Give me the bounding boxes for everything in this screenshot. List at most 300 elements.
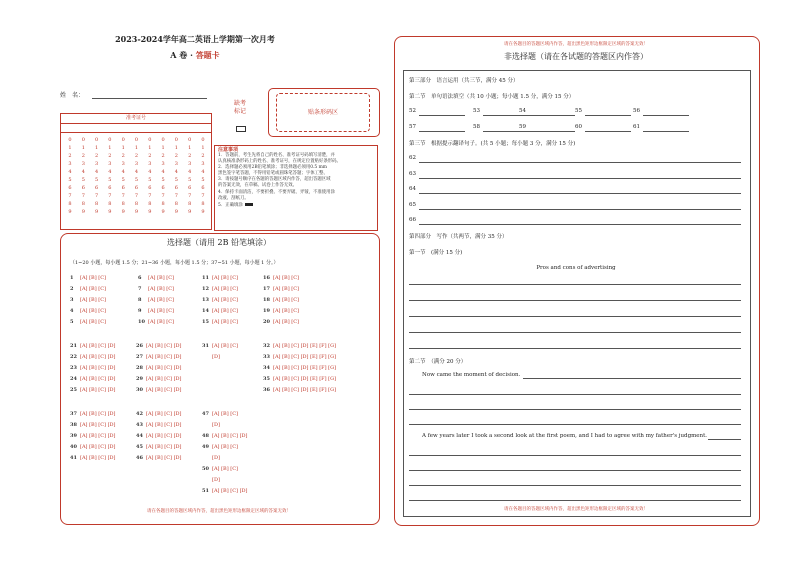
translation-line[interactable] — [419, 209, 741, 210]
ticket-digit[interactable]: 4 — [68, 169, 72, 175]
mc-question[interactable] — [70, 318, 106, 326]
ticket-digit[interactable]: 1 — [161, 145, 165, 151]
ticket-digit[interactable]: 8 — [148, 201, 152, 207]
ticket-digit[interactable]: 6 — [161, 185, 165, 191]
filled-mark-example — [245, 203, 253, 206]
ticket-digit[interactable]: 4 — [134, 169, 139, 175]
mc-question[interactable] — [70, 353, 116, 361]
mc-options[interactable]: [A] [B] [C] [D] — [146, 387, 182, 393]
mc-question-number: 26 — [136, 343, 143, 349]
mc-question[interactable] — [70, 432, 116, 440]
mc-question-number: 11 — [202, 275, 209, 281]
ticket-digit[interactable]: 2 — [134, 153, 139, 159]
mc-question[interactable] — [263, 296, 299, 304]
mc-question[interactable] — [138, 285, 174, 293]
ticket-digit[interactable]: 5 — [81, 177, 85, 183]
writing-line[interactable] — [409, 470, 741, 471]
ticket-digit[interactable]: 5 — [174, 177, 178, 183]
ticket-digit[interactable]: 9 — [68, 209, 72, 215]
mc-question[interactable] — [136, 375, 182, 383]
ticket-digit-column[interactable] — [184, 136, 196, 216]
mc-question[interactable] — [70, 454, 116, 462]
mc-options[interactable]: [A] [B] [C] [D] [E] [F] [G] — [273, 387, 337, 393]
mc-options[interactable]: [A] [B] [C] — [212, 411, 238, 417]
ticket-digit[interactable]: 7 — [121, 193, 125, 199]
mc-options[interactable]: [A] [B] [C] [D] [E] [F] [G] — [273, 354, 337, 360]
mc-options[interactable]: [A] [B] [C] — [148, 297, 174, 303]
mc-question[interactable] — [70, 386, 116, 394]
ticket-digit[interactable]: 2 — [161, 153, 165, 159]
ticket-digit-column[interactable] — [117, 136, 129, 216]
mc-question[interactable] — [70, 443, 116, 451]
mc-options[interactable]: [A] [B] [C] [D] — [146, 444, 182, 450]
mc-options[interactable]: [A] [B] [C] [D] — [80, 411, 116, 417]
ticket-digit[interactable]: 1 — [148, 145, 152, 151]
mc-options[interactable]: [A] [B] [C] — [80, 308, 106, 314]
ticket-digit[interactable]: 2 — [201, 153, 205, 159]
ticket-digit-column[interactable] — [197, 136, 209, 216]
mc-question[interactable] — [202, 487, 248, 495]
blank-number: 54 — [519, 108, 526, 114]
ticket-digit[interactable]: 3 — [174, 161, 178, 167]
mc-options[interactable]: [A] [B] [C] [D] [E] [F] [G] — [273, 365, 337, 371]
ticket-digit[interactable]: 8 — [95, 201, 99, 207]
ticket-digit[interactable]: 5 — [68, 177, 72, 183]
mc-question[interactable] — [136, 432, 182, 440]
writing-line[interactable] — [409, 284, 741, 285]
mc-options[interactable]: [A] [B] [C] [D] — [146, 343, 182, 349]
ticket-digit[interactable]: 0 — [81, 137, 85, 143]
mc-options[interactable]: [A] [B] [C] [D] — [80, 354, 116, 360]
ticket-digit[interactable]: 6 — [134, 185, 139, 191]
writing-line[interactable] — [409, 300, 741, 301]
mc-question[interactable] — [70, 296, 106, 304]
mc-question[interactable] — [70, 285, 106, 293]
mc-question[interactable] — [138, 274, 174, 282]
mc-question[interactable] — [136, 342, 182, 350]
ticket-digit[interactable]: 5 — [161, 177, 165, 183]
mc-options[interactable]: [D] — [212, 422, 220, 428]
mc-options[interactable]: [A] [B] [C] [D] — [80, 422, 116, 428]
writing-line[interactable] — [409, 485, 741, 486]
mc-options[interactable]: [D] — [212, 455, 220, 461]
mc-question[interactable] — [70, 364, 116, 372]
blank-number: 52 — [409, 108, 416, 114]
page-title: 2023-2024学年高二英语上学期第一次月考 — [115, 34, 275, 44]
ticket-digit[interactable]: 4 — [95, 169, 99, 175]
mc-question[interactable] — [136, 421, 182, 429]
ticket-digit[interactable]: 3 — [121, 161, 125, 167]
ticket-digit[interactable]: 8 — [121, 201, 125, 207]
ticket-digit[interactable]: 9 — [161, 209, 165, 215]
ticket-digit[interactable]: 5 — [121, 177, 125, 183]
translation-number: 64 — [409, 186, 416, 192]
ticket-digit[interactable]: 4 — [121, 169, 125, 175]
ticket-digit[interactable]: 6 — [68, 185, 72, 191]
mc-options[interactable]: [A] [B] [C] [D] — [80, 343, 116, 349]
ticket-digit[interactable]: 1 — [134, 145, 139, 151]
ticket-digit[interactable]: 7 — [108, 193, 112, 199]
ticket-digit[interactable]: 7 — [68, 193, 72, 199]
mc-question[interactable] — [136, 443, 182, 451]
mc-question[interactable] — [138, 318, 174, 326]
mc-options[interactable]: [A] [B] [C] — [273, 319, 299, 325]
mc-question[interactable] — [202, 274, 238, 282]
ticket-digit[interactable]: 8 — [161, 201, 165, 207]
ticket-digit[interactable]: 9 — [148, 209, 152, 215]
mc-options[interactable]: [A] [B] [C] [D] — [146, 433, 182, 439]
mc-options[interactable]: [A] [B] [C] — [273, 275, 299, 281]
mc-question-number: 27 — [136, 354, 143, 360]
blank-number: 55 — [575, 108, 582, 114]
ticket-digit[interactable]: 0 — [121, 137, 125, 143]
ticket-digit[interactable]: 9 — [95, 209, 99, 215]
mc-question[interactable] — [202, 296, 238, 304]
ticket-digit[interactable]: 1 — [201, 145, 205, 151]
sec3-heading: 第三节 根据提示翻译句子。(共 5 小题；每小题 3 分，满分 15 分) — [409, 141, 576, 147]
ticket-digit[interactable]: 6 — [81, 185, 85, 191]
mc-question[interactable] — [202, 454, 220, 462]
ticket-digit[interactable]: 2 — [121, 153, 125, 159]
ticket-digit[interactable]: 8 — [134, 201, 139, 207]
ticket-digit[interactable]: 2 — [95, 153, 99, 159]
mc-question[interactable] — [70, 375, 116, 383]
mc-options[interactable]: [A] [B] [C] [D] — [80, 376, 116, 382]
page-subtitle — [0, 50, 390, 61]
ticket-digit[interactable]: 7 — [81, 193, 85, 199]
mc-question[interactable] — [70, 421, 116, 429]
ticket-digit[interactable]: 7 — [95, 193, 99, 199]
mc-options[interactable]: [A] [B] [C] [D] — [146, 411, 182, 417]
writing-line[interactable] — [409, 332, 741, 333]
mc-options[interactable]: [A] [B] [C] — [148, 286, 174, 292]
ticket-digit[interactable]: 4 — [81, 169, 85, 175]
mc-question[interactable] — [138, 307, 174, 315]
mc-options[interactable]: [A] [B] [C] — [148, 275, 174, 281]
mc-question-number: 34 — [263, 365, 270, 371]
mc-question[interactable] — [202, 307, 238, 315]
ticket-digit-column[interactable] — [64, 136, 76, 216]
writing-line[interactable] — [409, 394, 741, 395]
mc-question-number: 51 — [202, 488, 209, 494]
mc-question[interactable] — [70, 307, 106, 315]
mc-options[interactable]: [A] [B] [C] [D] — [212, 488, 248, 494]
mc-options[interactable]: [A] [B] [C] — [212, 297, 238, 303]
translation-line[interactable] — [419, 224, 741, 225]
mc-options[interactable]: [A] [B] [C] [D] — [146, 354, 182, 360]
ticket-digit-column[interactable] — [144, 136, 156, 216]
writing-line[interactable] — [409, 409, 741, 410]
writing2-heading: 第二节 （满分 20 分） — [409, 359, 467, 365]
mc-options[interactable]: [A] [B] [C] [D] — [80, 365, 116, 371]
mc-question-number: 30 — [136, 387, 143, 393]
mc-question[interactable] — [202, 410, 238, 418]
ticket-digit[interactable]: 3 — [201, 161, 205, 167]
ticket-digit[interactable]: 5 — [95, 177, 99, 183]
mc-options[interactable]: [A] [B] [C] [D] — [146, 455, 182, 461]
ticket-digit[interactable]: 7 — [148, 193, 152, 199]
blank-line[interactable] — [529, 115, 575, 116]
mc-question[interactable] — [136, 410, 182, 418]
mc-question[interactable] — [202, 476, 220, 484]
ticket-digit[interactable]: 6 — [201, 185, 205, 191]
mc-question-number: 47 — [202, 411, 209, 417]
ticket-digit-column[interactable] — [131, 136, 143, 216]
mc-question[interactable] — [70, 410, 116, 418]
mc-options[interactable]: [A] [B] [C] — [212, 444, 238, 450]
ticket-digit[interactable]: 2 — [188, 153, 192, 159]
mc-question[interactable] — [202, 443, 238, 451]
ticket-digit[interactable]: 0 — [68, 137, 72, 143]
mc-options[interactable]: [A] [B] [C] [D] [E] [F] [G] — [273, 343, 337, 349]
mc-question[interactable] — [70, 274, 106, 282]
ticket-digit[interactable]: 7 — [134, 193, 139, 199]
ticket-digit[interactable]: 2 — [81, 153, 85, 159]
notice-line-text: 认真核准条形码上的姓名、准考证号，在规定位置贴好条形码。 — [218, 159, 341, 165]
ticket-digit[interactable]: 0 — [161, 137, 165, 143]
ticket-digit[interactable]: 5 — [188, 177, 192, 183]
mc-title: 选择题（请用 2B 铅笔填涂） — [166, 238, 272, 247]
part4-heading: 第四部分 写作（共两节，满分 35 分） — [409, 234, 508, 240]
blank-line[interactable] — [643, 115, 689, 116]
ticket-digit[interactable]: 4 — [201, 169, 205, 175]
ticket-digit[interactable]: 0 — [148, 137, 152, 143]
ticket-digit[interactable]: 4 — [174, 169, 178, 175]
mc-options[interactable]: [A] [B] [C] — [212, 343, 238, 349]
notice-line-text: 黑色签字笔答题，不得用铅笔或圆珠笔答题；字体工整、 — [218, 171, 328, 177]
ticket-digit[interactable]: 3 — [161, 161, 165, 167]
ticket-digit[interactable]: 4 — [161, 169, 165, 175]
mc-question[interactable] — [202, 318, 238, 326]
translation-line[interactable] — [419, 193, 741, 194]
writing2-line-mid[interactable] — [708, 439, 741, 440]
mc-question[interactable] — [202, 421, 220, 429]
ticket-digit[interactable]: 7 — [161, 193, 165, 199]
mc-question[interactable] — [202, 465, 238, 473]
ticket-digit[interactable]: 9 — [201, 209, 205, 215]
mc-options[interactable]: [A] [B] [C] [D] — [80, 433, 116, 439]
ticket-digit[interactable]: 2 — [148, 153, 152, 159]
mc-question[interactable] — [263, 353, 336, 361]
ticket-digit[interactable]: 6 — [121, 185, 125, 191]
mc-options[interactable]: [A] [B] [C] — [80, 319, 106, 325]
ticket-digit[interactable]: 1 — [121, 145, 125, 151]
ticket-digit[interactable]: 5 — [108, 177, 112, 183]
mc-question[interactable] — [263, 274, 299, 282]
blank-line[interactable] — [483, 131, 529, 132]
blank-number: 59 — [519, 124, 526, 130]
mc-options[interactable]: [A] [B] [C] — [148, 319, 174, 325]
mc-options[interactable]: [A] [B] [C] — [80, 297, 106, 303]
ticket-digit[interactable]: 2 — [174, 153, 178, 159]
mc-question[interactable] — [202, 353, 220, 361]
mc-question[interactable] — [202, 342, 238, 350]
ticket-digit[interactable]: 9 — [121, 209, 125, 215]
ticket-digit-column[interactable] — [77, 136, 89, 216]
subtitle-a: A 卷 — [170, 50, 188, 60]
mc-options[interactable]: [A] [B] [C] — [80, 286, 106, 292]
ticket-digit[interactable]: 4 — [108, 169, 112, 175]
ticket-digit[interactable]: 9 — [81, 209, 85, 215]
translation-line[interactable] — [419, 162, 741, 163]
writing-line[interactable] — [409, 455, 741, 456]
blank-line[interactable] — [529, 131, 575, 132]
ticket-digit[interactable]: 0 — [188, 137, 192, 143]
mc-question-number: 49 — [202, 444, 209, 450]
ticket-digit-column[interactable] — [91, 136, 103, 216]
ticket-digit[interactable]: 1 — [108, 145, 112, 151]
writing-line[interactable] — [409, 316, 741, 317]
mc-question[interactable] — [263, 364, 336, 372]
blank-line[interactable] — [483, 115, 529, 116]
writing2-mid: A few years later I took a second look at the first poem, and I had to agree with my father's judgment. — [422, 433, 708, 439]
ticket-digit[interactable]: 8 — [108, 201, 112, 207]
ticket-digit[interactable]: 3 — [188, 161, 192, 167]
ticket-digit[interactable]: 7 — [201, 193, 205, 199]
ticket-write-row[interactable] — [61, 123, 211, 133]
blank-number: 56 — [633, 108, 640, 114]
mc-question[interactable] — [136, 386, 182, 394]
ticket-digit[interactable]: 6 — [188, 185, 192, 191]
mc-question[interactable] — [202, 432, 248, 440]
ticket-digit[interactable]: 6 — [148, 185, 152, 191]
notice-line-text: 5．正确填涂 — [218, 202, 243, 208]
ticket-digit[interactable]: 2 — [68, 153, 72, 159]
mc-question[interactable] — [263, 307, 299, 315]
mc-options[interactable]: [A] [B] [C] [D] — [146, 422, 182, 428]
ticket-digit[interactable]: 0 — [174, 137, 178, 143]
mc-options[interactable]: [A] [B] [C] — [212, 308, 238, 314]
mc-question[interactable] — [263, 386, 336, 394]
ticket-digit[interactable]: 3 — [68, 161, 72, 167]
mc-question[interactable] — [263, 375, 336, 383]
mc-question[interactable] — [136, 454, 182, 462]
ticket-digit[interactable]: 3 — [148, 161, 152, 167]
ticket-digit[interactable]: 5 — [134, 177, 139, 183]
writing-line[interactable] — [409, 500, 741, 501]
absent-checkbox[interactable] — [236, 126, 246, 132]
mc-question[interactable] — [136, 353, 182, 361]
writing-line[interactable] — [409, 348, 741, 349]
ticket-digit-column[interactable] — [157, 136, 169, 216]
ticket-digit[interactable]: 0 — [108, 137, 112, 143]
mc-options[interactable]: [A] [B] [C] [D] — [146, 376, 182, 382]
mc-options[interactable]: [A] [B] [C] [D] [E] [F] [G] — [273, 376, 337, 382]
ticket-digit[interactable]: 3 — [95, 161, 99, 167]
mc-question-number: 3 — [70, 297, 74, 303]
mc-options[interactable]: [D] — [212, 354, 220, 360]
mc-question-number: 18 — [263, 297, 270, 303]
blank-line[interactable] — [419, 131, 465, 132]
mc-question-number: 42 — [136, 411, 143, 417]
ticket-digit[interactable]: 0 — [134, 137, 139, 143]
mc-question[interactable] — [70, 342, 116, 350]
ticket-digit[interactable]: 8 — [81, 201, 85, 207]
ticket-digit[interactable]: 3 — [81, 161, 85, 167]
mc-question-number: 19 — [263, 308, 270, 314]
ticket-digit[interactable]: 1 — [95, 145, 99, 151]
part3-heading: 第三部分 语言运用（共三节，满分 45 分） — [409, 78, 519, 84]
mc-options[interactable]: [A] [B] [C] — [212, 466, 238, 472]
ticket-digit[interactable]: 7 — [188, 193, 192, 199]
ticket-digit[interactable]: 8 — [174, 201, 178, 207]
ticket-digit[interactable]: 4 — [188, 169, 192, 175]
ticket-digit[interactable]: 8 — [188, 201, 192, 207]
mc-options[interactable]: [A] [B] [C] [D] — [146, 365, 182, 371]
writing-line[interactable] — [409, 424, 741, 425]
ticket-digit[interactable]: 0 — [95, 137, 99, 143]
ticket-digit[interactable]: 8 — [201, 201, 205, 207]
ticket-digit-column[interactable] — [170, 136, 182, 216]
ticket-digit[interactable]: 6 — [108, 185, 112, 191]
ticket-digit[interactable]: 2 — [108, 153, 112, 159]
mc-options[interactable]: [A] [B] [C] — [148, 308, 174, 314]
mc-question[interactable] — [136, 364, 182, 372]
blank-line[interactable] — [585, 131, 631, 132]
ticket-digit[interactable]: 3 — [134, 161, 139, 167]
mc-question[interactable] — [263, 342, 336, 350]
mc-question-number: 48 — [202, 433, 209, 439]
mc-options[interactable]: [A] [B] [C] — [212, 275, 238, 281]
mc-options[interactable]: [A] [B] [C] — [212, 319, 238, 325]
mc-question[interactable] — [263, 318, 299, 326]
ticket-digit[interactable]: 4 — [148, 169, 152, 175]
mc-options[interactable]: [A] [B] [C] — [212, 286, 238, 292]
mc-options[interactable]: [A] [B] [C] [D] — [80, 444, 116, 450]
ticket-digit[interactable]: 5 — [148, 177, 152, 183]
ticket-digit[interactable]: 0 — [201, 137, 205, 143]
notice-line-text: 4．保持卡面清洁，不要折叠、不要弄破、弄皱，不准使用涂 — [218, 189, 335, 195]
mc-options[interactable]: [A] [B] [C] [D] — [80, 387, 116, 393]
blank-line[interactable] — [419, 115, 465, 116]
ticket-digit[interactable]: 9 — [134, 209, 139, 215]
ticket-digit[interactable]: 6 — [95, 185, 99, 191]
blank-number: 61 — [633, 124, 640, 130]
mc-question-number: 2 — [70, 286, 74, 292]
translation-line[interactable] — [419, 178, 741, 179]
mc-options[interactable]: [A] [B] [C] — [273, 286, 299, 292]
mc-options[interactable]: [A] [B] [C] — [273, 308, 299, 314]
name-field[interactable] — [92, 98, 207, 99]
ticket-digit[interactable]: 1 — [81, 145, 85, 151]
mc-question-number: 38 — [70, 422, 77, 428]
mc-question[interactable] — [138, 296, 174, 304]
mc-options[interactable]: [A] [B] [C] — [273, 297, 299, 303]
ticket-digit[interactable]: 5 — [201, 177, 205, 183]
ticket-digit[interactable]: 9 — [108, 209, 112, 215]
mc-options[interactable]: [A] [B] [C] — [80, 275, 106, 281]
mc-question[interactable] — [263, 285, 299, 293]
writing2-line-first[interactable] — [523, 378, 741, 379]
mc-question-number: 6 — [138, 275, 142, 281]
ticket-digit[interactable]: 6 — [174, 185, 178, 191]
ticket-digit[interactable]: 1 — [174, 145, 178, 151]
blank-line[interactable] — [585, 115, 631, 116]
ticket-digit[interactable]: 3 — [108, 161, 112, 167]
mc-options[interactable]: [A] [B] [C] [D] — [212, 433, 248, 439]
ticket-digit[interactable]: 1 — [68, 145, 72, 151]
ticket-digit[interactable]: 8 — [68, 201, 72, 207]
mc-options[interactable]: [A] [B] [C] [D] — [80, 455, 116, 461]
ticket-digit[interactable]: 9 — [174, 209, 178, 215]
ticket-digit[interactable]: 1 — [188, 145, 192, 151]
mc-question[interactable] — [202, 285, 238, 293]
mc-options[interactable]: [D] — [212, 477, 220, 483]
ticket-digit-column[interactable] — [104, 136, 116, 216]
blank-line[interactable] — [643, 131, 689, 132]
ticket-digit[interactable]: 7 — [174, 193, 178, 199]
ticket-digit[interactable]: 9 — [188, 209, 192, 215]
